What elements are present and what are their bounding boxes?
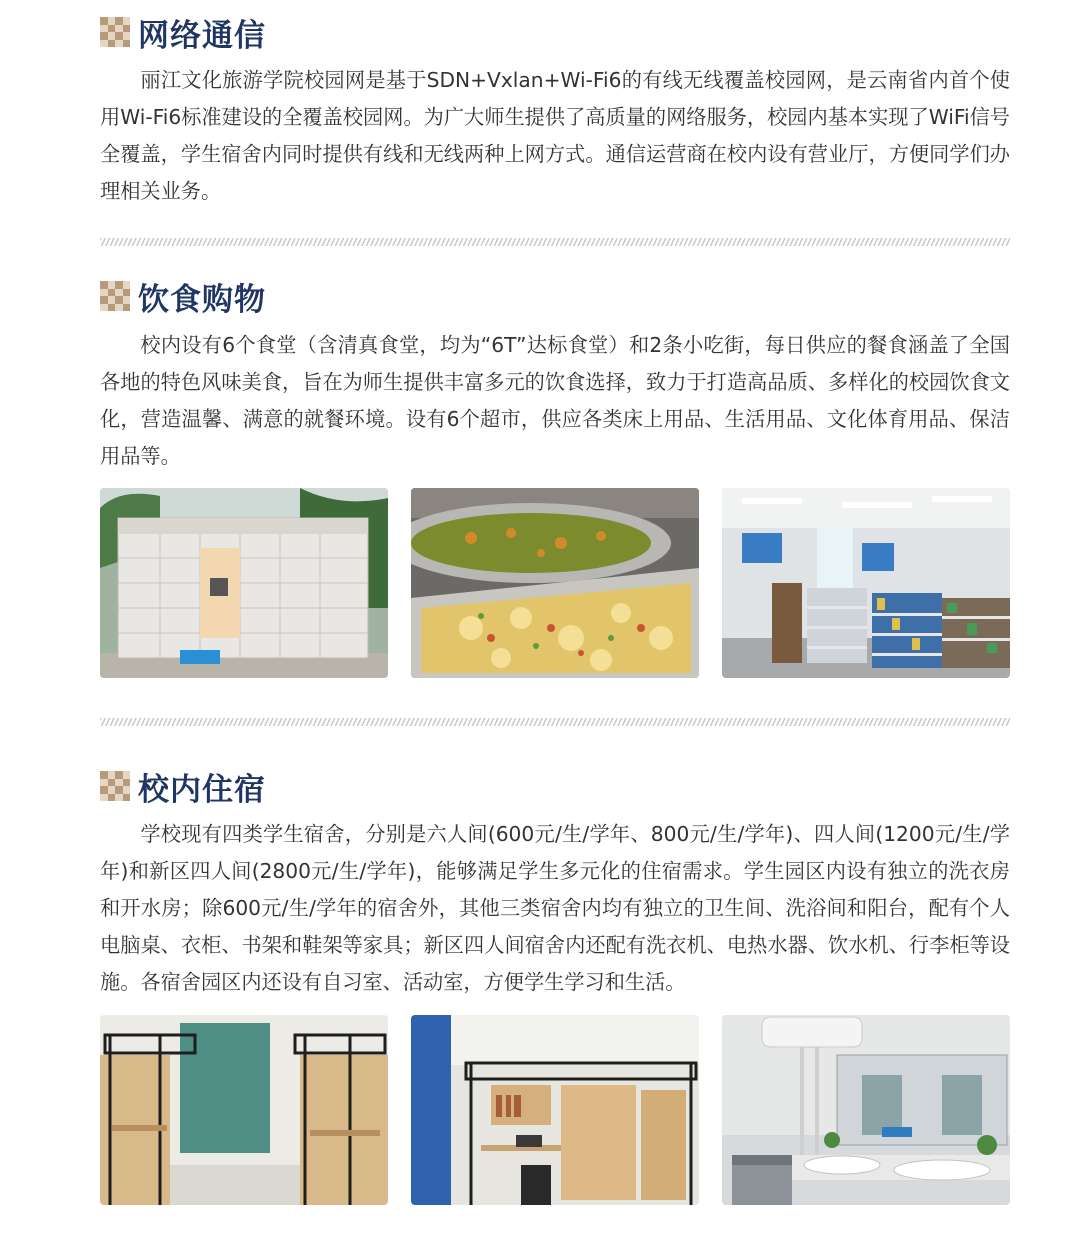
photo-bathroom — [722, 1015, 1010, 1205]
section-divider — [100, 718, 1010, 726]
checker-icon — [100, 771, 130, 801]
section-heading: 网络通信 — [138, 17, 266, 54]
photo-dorm-desk — [411, 1015, 699, 1205]
photo-canteen-food — [411, 488, 699, 678]
photo-supermarket — [722, 488, 1010, 678]
photo-parcel-lockers — [100, 488, 388, 678]
section-title-dining — [100, 276, 266, 316]
photo-row-dining — [100, 488, 1010, 678]
section-paragraph-dining: 校内设有6个食堂（含清真食堂，均为“6T”达标食堂）和2条小吃街，每日供应的餐食涵盖了全国各地的特色风味美食，旨在为师生提供丰富多元的饮食选择，致力于打造高品质、多样化的校园饮食文化，营造温馨、满意的就餐环境。设有6个超市，供应各类床上用品、生活用品、文化体育用品、保洁用品等。 — [100, 333, 1010, 468]
checker-icon — [100, 17, 130, 47]
photo-dorm-room — [100, 1015, 388, 1205]
section-divider — [100, 238, 1010, 246]
photo-row-housing — [100, 1015, 1010, 1205]
section-title-housing — [100, 766, 266, 806]
section-paragraph-housing: 学校现有四类学生宿舍，分别是六人间(600元/生/学年、800元/生/学年)、四人间(1200元/生/学年)和新区四人间(2800元/生/学年)，能够满足学生多元化的住宿需求。学生园区内设有独立的洗衣房和开水房；除600元/生/学年的宿舍外，其他三类宿舍内均有独立的卫生间、洗浴间和阳台，配有个人电脑桌、衣柜、书架和鞋架等家具；新区四人间宿舍内还配有洗衣机、电热水器、饮水机、行李柜等设施。各宿舍园区内还设有自习室、活动室，方便学生学习和生活。 — [100, 822, 1010, 994]
section-paragraph-network: 丽江文化旅游学院校园网是基于SDN+Vxlan+Wi-Fi6的有线无线覆盖校园网，是云南省内首个使用Wi-Fi6标准建设的全覆盖校园网。为广大师生提供了高质量的网络服务，校园内基本实现了WiFi信号全覆盖，学生宿舍内同时提供有线和无线两种上网方式。通信运营商在校内设有营业厅，方便同学们办理相关业务。 — [100, 68, 1010, 203]
section-heading: 饮食购物 — [138, 281, 266, 318]
section-heading: 校内住宿 — [138, 771, 266, 808]
page-bottom-divider — [100, 1230, 220, 1237]
section-title-network — [100, 12, 266, 52]
checker-icon — [100, 281, 130, 311]
